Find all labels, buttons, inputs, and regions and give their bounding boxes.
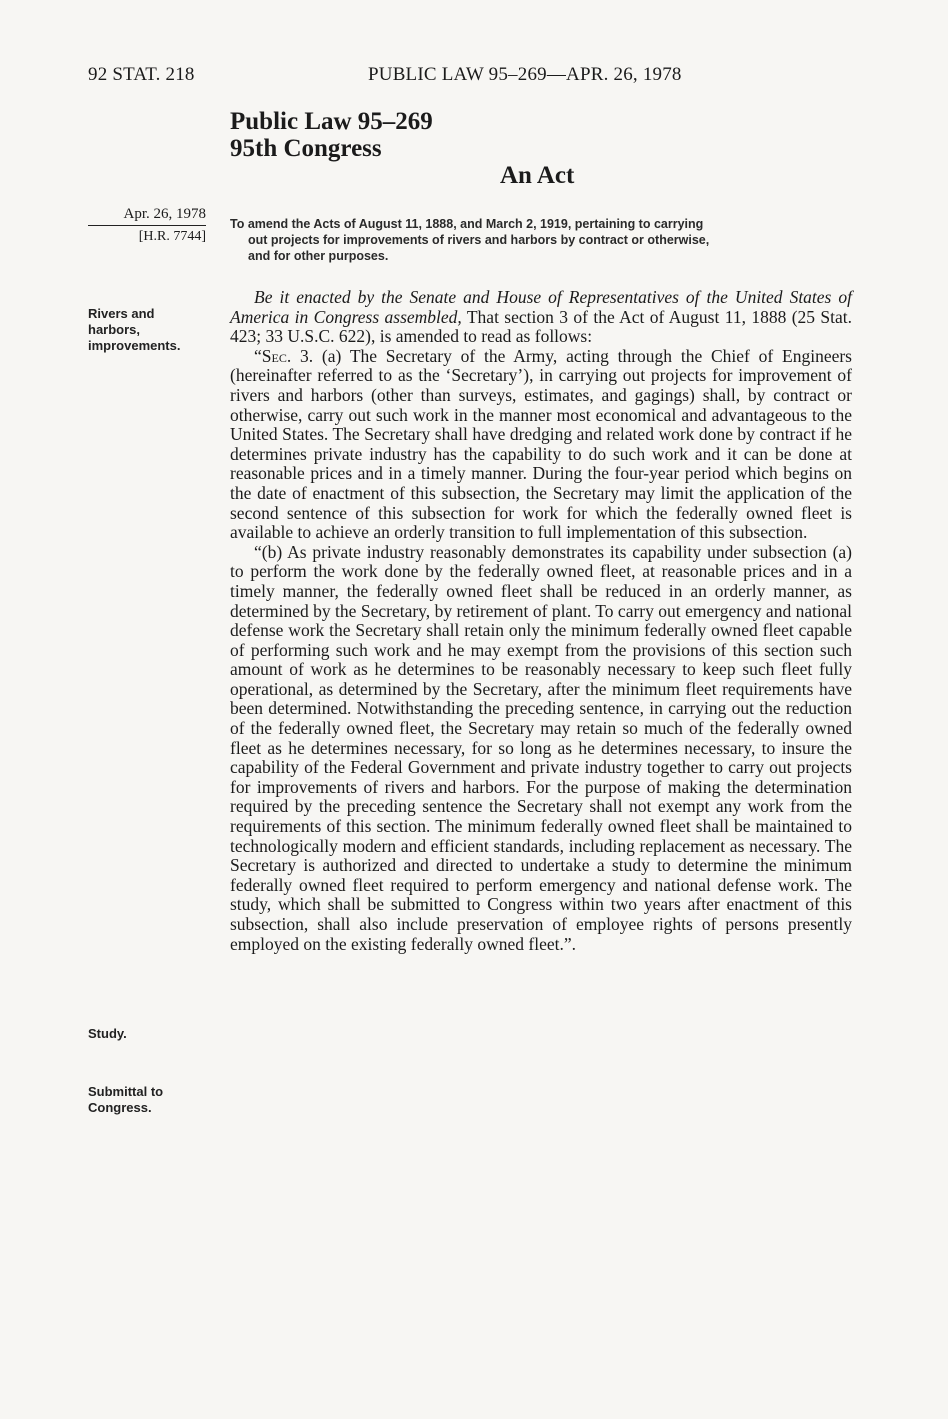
running-title: PUBLIC LAW 95–269—APR. 26, 1978: [368, 64, 682, 85]
margin-note-study: Study.: [88, 1026, 127, 1041]
act-label: An Act: [500, 162, 575, 189]
act-synopsis: [230, 216, 852, 264]
section-label: Sec.: [261, 345, 292, 366]
enacting-clause: [230, 288, 852, 347]
margin-note-submittal-line-2: Congress.: [88, 1100, 152, 1115]
margin-note-rivers-line-1: Rivers and: [88, 306, 155, 321]
margin-date-block: [88, 206, 206, 245]
act-body: [230, 288, 852, 954]
margin-note-rivers: [88, 306, 180, 354]
enacting-rest: That section 3 of the Act of August 11, 1888 (25 Stat. 423; 33 U.S.C. 622), is amended to read as follows:: [230, 306, 853, 347]
section-3-b: “(b) As private industry reasonably demonstrates its capability under subsection (a) to perform the work done by the federally owned fleet, at reasonable prices and in a timely manner, the federally owned fleet shall be reduced in an orderly manner, as determined by the Secretary, by retirement of plant. To carry out emergency and national defense work the Secretary shall retain only the minimum federally owned fleet capable of performing such work and he may exempt from the provisions of this section such amount of work as he determines to be reasonably necessary to keep such fleet fully operational, as determined by the Secretary, after the minimum fleet requirements have been determined. Notwithstanding the preceding sentence, in carrying out the reduction of the federally owned fleet, the Secretary may retain so much of the federally owned fleet as he determines necessary, for so long as he determines necessary, to insure the capability of the Federal Government and private industry together to carry out projects for improvements of rivers and harbors. For the purpose of making the determination required by the preceding sentence the Secretary shall not exempt any work from the requirements of this section. The minimum federally owned fleet shall be maintained to technologically modern and efficient standards, including replacement as necessary. The Secretary is authorized and directed to undertake a study to determine the minimum federally owned fleet required to perform emergency and national defense work. The study, which shall be submitted to Congress within two years after enactment of this subsection, shall also include preservation of employee rights of persons presently employed on the existing federally owned fleet.”.: [230, 541, 852, 954]
synopsis-line-3: and for other purposes.: [248, 249, 389, 263]
bill-number: [H.R. 7744]: [138, 229, 206, 244]
enactment-date: Apr. 26, 1978: [88, 206, 206, 226]
stat-page-number: 92 STAT. 218: [88, 64, 195, 85]
section-3-a-text: 3. (a) The Secretary of the Army, acting through the Chief of Engineers (hereinafter referred to as the ‘Secretary’), in carrying out projects for improvement of rivers and harbors (other than surveys, estimates, and gagings) shall, by contract or otherwise, carry out such work in the manner most economical and advantageous to the United States. The Secretary shall have dredging and related work done by contract if he determines private industry has the capability to do such work and it can be done at reasonable prices and in a timely manner. During the four-year period which begins on the date of enactment of this subsection, the Secretary may limit the application of the second sentence of this subsection for work for which the federally owned fleet is available to achieve an orderly transition to full implementation of this subsection.: [230, 345, 852, 543]
section-3-a: [230, 347, 852, 543]
congress-number: 95th Congress: [230, 135, 382, 162]
margin-note-rivers-line-3: improvements.: [88, 338, 181, 353]
law-title-block: [230, 108, 433, 162]
margin-note-rivers-line-2: harbors,: [88, 322, 141, 337]
margin-note-submittal: [88, 1084, 163, 1116]
synopsis-line-2: out projects for improvements of rivers and harbors by contract or otherwise,: [248, 233, 710, 247]
synopsis-line-1: To amend the Acts of August 11, 1888, and March 2, 1919, pertaining to carrying: [230, 217, 704, 231]
law-number: Public Law 95–269: [230, 108, 433, 135]
section-open-quote: “: [254, 345, 262, 366]
enacting-formula: Be it enacted by the Senate and House of Representatives of the United States of America in Congress assembled,: [230, 287, 852, 327]
margin-note-submittal-line-1: Submittal to: [88, 1084, 164, 1099]
